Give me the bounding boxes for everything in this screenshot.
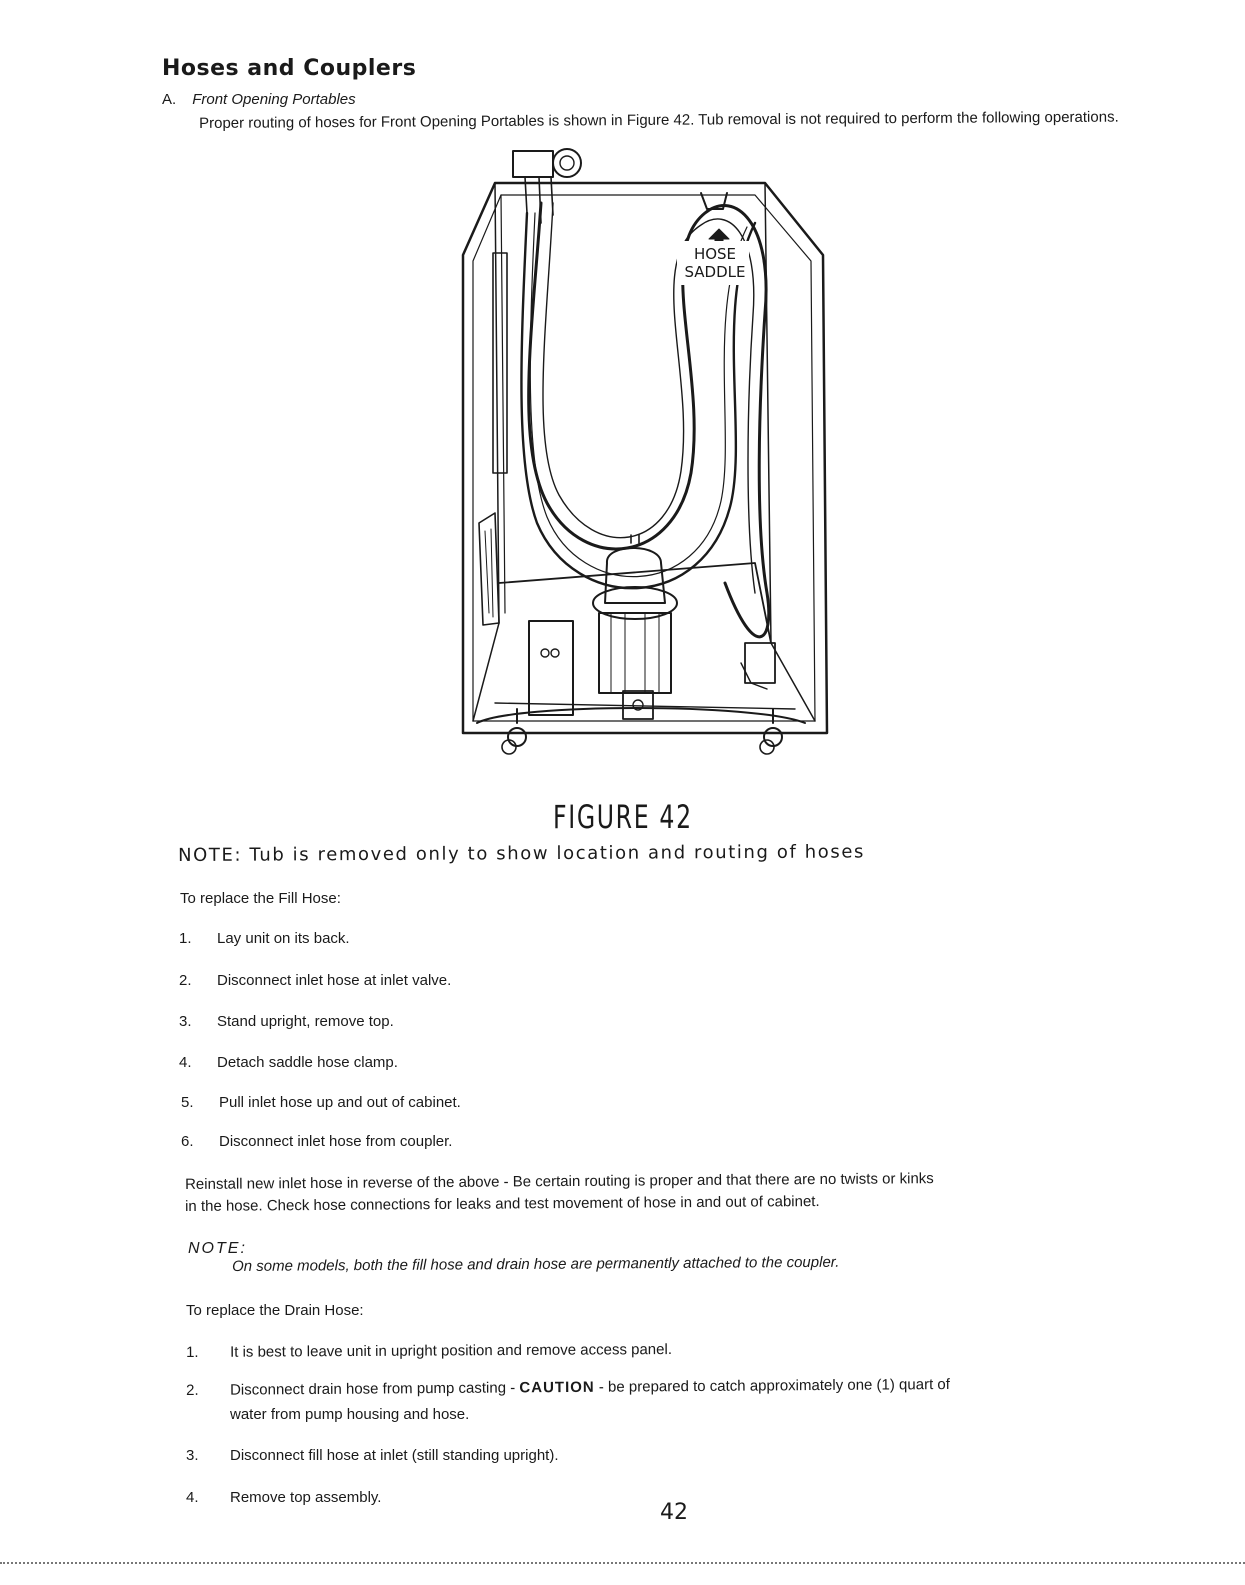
figure-42-illustration [455,143,835,783]
step-text: It is best to leave unit in upright position and remove access panel. [229,1341,673,1361]
step-text: Disconnect drain hose from pump casting - [229,1379,520,1399]
intro-paragraph: Proper routing of hoses for Front Opening Portables is shown in Figure 42. Tub removal is not required to perform the following operations. [199,108,1119,132]
step-text: Pull inlet hose up and out of cabinet. [219,1094,461,1111]
fill-step-5 [181,1094,461,1111]
step-text: Detach saddle hose clamp. [217,1054,398,1071]
drain-step-3 [186,1447,559,1464]
step-number: 2. [179,972,192,989]
tub-removed-note: NOTE: Tub is removed only to show location and routing of hoses [178,841,866,866]
subsection-heading [162,91,356,108]
reinstall-line-1: Reinstall new inlet hose in reverse of the above - Be certain routing is proper and that there are no twists or kinks [185,1170,934,1193]
caution-label: CAUTION [519,1378,595,1397]
drain-step-4 [186,1489,381,1506]
note-text: On some models, both the fill hose and drain hose are permanently attached to the coupler. [232,1253,840,1275]
fill-step-1 [179,930,350,947]
step-number: 1. [186,1343,199,1361]
fill-step-6 [181,1133,452,1150]
hose-saddle-label [677,245,753,281]
step-number: 1. [179,930,192,947]
section-title: Hoses and Couplers [162,56,417,81]
saddle-label: SADDLE [684,263,746,281]
step-number: 5. [181,1094,194,1111]
fill-step-3 [179,1013,394,1030]
step-text: Disconnect fill hose at inlet (still standing upright). [230,1447,559,1464]
step-text: Lay unit on its back. [217,930,350,947]
fill-step-2 [179,972,451,989]
note-label: NOTE: [188,1240,247,1257]
drain-step-2-line-2: water from pump housing and hose. [230,1406,470,1423]
drain-step-1 [186,1341,672,1361]
step-text: Disconnect inlet hose from coupler. [219,1133,453,1150]
step-text: Disconnect inlet hose at inlet valve. [217,972,452,989]
subsection-title: Front Opening Portables [192,91,356,108]
reinstall-line-2: in the hose. Check hose connections for leaks and test movement of hose in and out of cabinet. [185,1193,820,1215]
step-number: 4. [179,1054,192,1071]
step-text: Remove top assembly. [230,1489,382,1506]
step-number: 2. [186,1381,199,1399]
fill-hose-heading: To replace the Fill Hose: [180,890,341,907]
step-number: 3. [186,1447,199,1464]
bottom-divider [0,1562,1245,1564]
figure-caption: FIGURE 42 [553,798,693,836]
step-text-continued: - be prepared to catch approximately one (1) quart of [594,1376,950,1396]
page-number: 42 [660,1500,688,1525]
fill-step-4 [179,1054,398,1071]
step-number: 6. [181,1133,194,1150]
step-text: Stand upright, remove top. [217,1013,394,1030]
hose-label: HOSE [693,245,737,263]
subsection-letter: A. [162,91,177,108]
step-number: 3. [179,1013,192,1030]
drain-hose-heading: To replace the Drain Hose: [186,1302,364,1319]
drain-step-2 [186,1376,950,1399]
step-number: 4. [186,1489,199,1506]
